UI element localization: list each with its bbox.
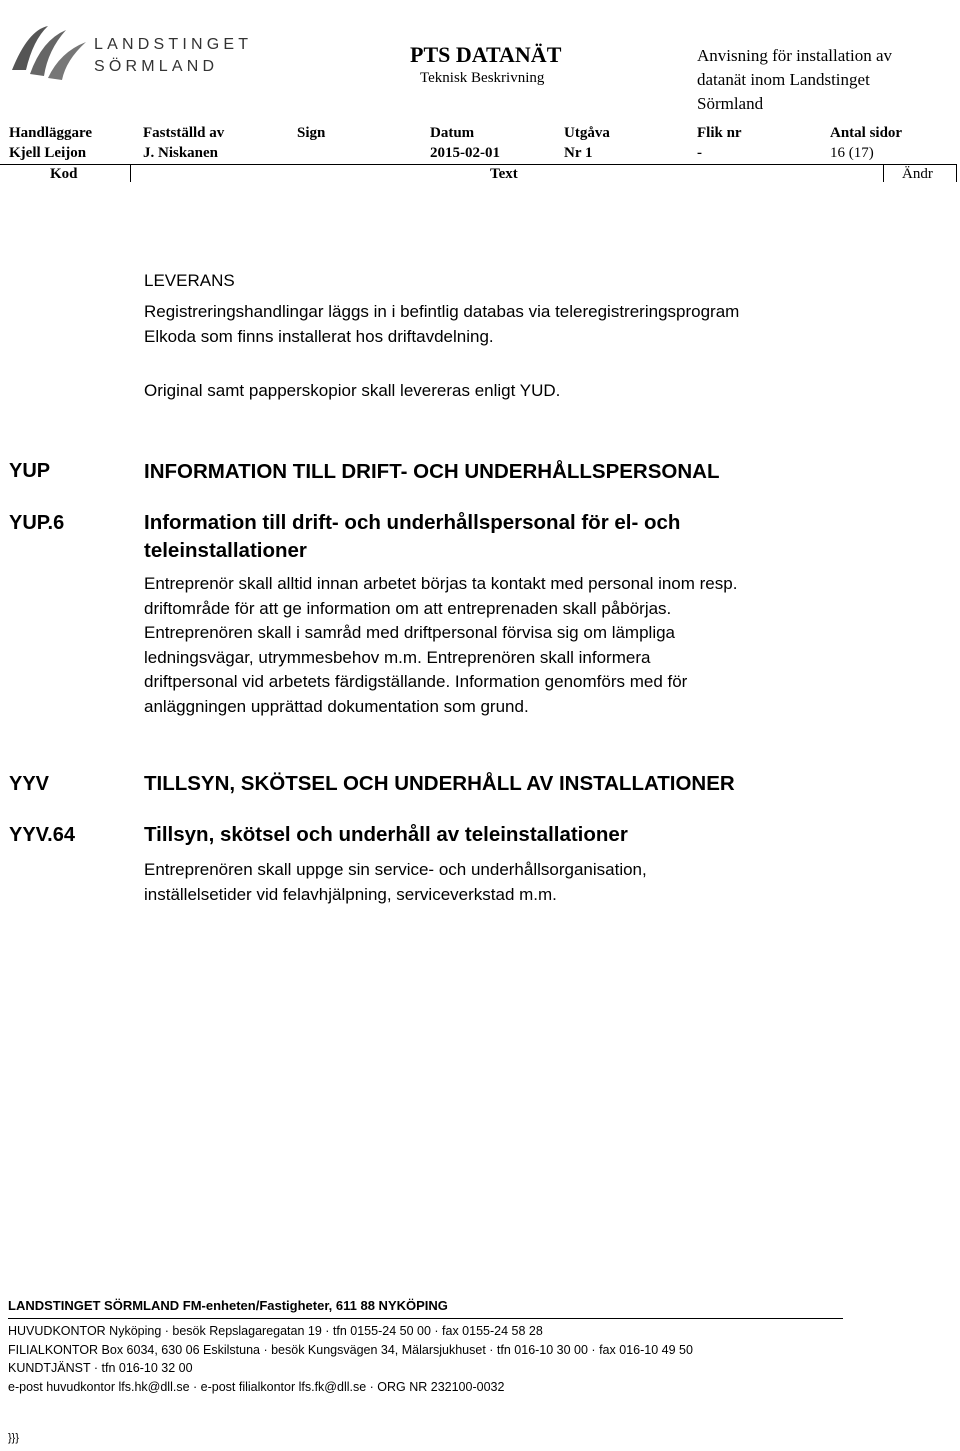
subsection-code: YYV.64 (9, 824, 75, 846)
body-line: driftpersonal vid arbetets färdigställande. Information genomförs med för (144, 672, 688, 691)
flik-label: Flik nr (697, 125, 742, 141)
column-andr: Ändr (902, 166, 933, 182)
body-line: Entreprenören skall i samråd med driftpersonal förvisa sig om lämpliga (144, 623, 676, 642)
body-line: Entreprenören skall uppge sin service- och underhållsorganisation, (144, 860, 647, 879)
footer-contact (8, 1322, 693, 1396)
body-line: anläggningen upprättad dokumentation som grund. (144, 696, 529, 716)
document-title: PTS DATANÄT (410, 42, 562, 67)
leverans-heading: LEVERANS (144, 271, 235, 290)
footer-divider (8, 1318, 843, 1319)
handlaggare-label: Handläggare (9, 125, 93, 141)
footer-line: KUNDTJÄNST · tfn 016-10 32 00 (8, 1361, 193, 1375)
antal-sidor-value: 16 (17) (830, 145, 874, 161)
divider (956, 164, 957, 182)
description-line: Sörmland (697, 94, 764, 113)
flik-value: - (697, 145, 702, 161)
subsection-heading (144, 509, 680, 565)
body-line: driftområde för att ge information om att entreprenaden skall påbörjas. (144, 598, 672, 618)
utgava-value: Nr 1 (564, 145, 593, 161)
datum-label: Datum (430, 125, 475, 141)
description-line: Anvisning för installation av (697, 46, 893, 65)
section-heading: TILLSYN, SKÖTSEL OCH UNDERHÅLL AV INSTALLATIONER (144, 772, 735, 795)
subsection-code: YUP.6 (9, 512, 65, 534)
sign-label: Sign (297, 125, 326, 141)
divider (0, 164, 957, 165)
faststalld-label: Fastställd av (143, 125, 225, 141)
paragraph-line: Registreringshandlingar läggs in i befintlig databas via teleregistreringsprogram (144, 302, 740, 321)
body-line: Entreprenör skall alltid innan arbetet börjas ta kontakt med personal inom resp. (144, 574, 738, 593)
datum-value: 2015-02-01 (430, 145, 500, 161)
subsection-body (144, 572, 737, 719)
paragraph-line: Elkoda som finns installerat hos driftavdelning. (144, 326, 494, 346)
divider (130, 164, 131, 182)
section-heading: INFORMATION TILL DRIFT- OCH UNDERHÅLLSPERSONAL (144, 460, 720, 483)
footer-code: }}} (8, 1432, 20, 1444)
column-text: Text (490, 166, 518, 182)
footer-line: e-post huvudkontor lfs.hk@dll.se · e-post filialkontor lfs.fk@dll.se · ORG NR 232100-0032 (8, 1379, 505, 1394)
logo-text-line2: SÖRMLAND (94, 58, 219, 75)
logo-text-line1: LANDSTINGET (94, 36, 253, 53)
description-line: datanät inom Landstinget (697, 70, 870, 89)
logo-mark-icon (8, 20, 90, 86)
antal-sidor-label: Antal sidor (830, 125, 903, 141)
footer-organization: LANDSTINGET SÖRMLAND FM-enheten/Fastigheter, 611 88 NYKÖPING (8, 1298, 448, 1313)
divider (883, 164, 884, 182)
heading-line: Information till drift- och underhållspersonal för el- och (144, 511, 681, 534)
heading-line: teleinstallationer (144, 539, 307, 562)
subsection-heading (144, 821, 628, 849)
body-line: inställelsetider vid felavhjälpning, serviceverkstad m.m. (144, 884, 557, 904)
section-code: YYV (9, 773, 50, 795)
footer-line: FILIALKONTOR Box 6034, 630 06 Eskilstuna · besök Kungsvägen 34, Mälarsjukhuset · tfn 016-10 30 00 · fax 016-10 49 50 (8, 1342, 693, 1357)
footer-line: HUVUDKONTOR Nyköping · besök Repslagaregatan 19 · tfn 0155-24 50 00 · fax 0155-24 58 28 (8, 1324, 543, 1338)
body-line: ledningsvägar, utrymmesbehov m.m. Entreprenören skall informera (144, 647, 651, 667)
leverans-paragraph-2: Original samt papperskopior skall levereras enligt YUD. (144, 381, 561, 400)
heading-line: Tillsyn, skötsel och underhåll av teleinstallationer (144, 823, 628, 846)
utgava-label: Utgåva (564, 125, 610, 141)
section-code: YUP (9, 460, 51, 482)
document-subtitle: Teknisk Beskrivning (420, 70, 545, 86)
subsection-body (144, 858, 647, 907)
faststalld-value: J. Niskanen (143, 145, 219, 161)
column-kod: Kod (50, 166, 78, 182)
document-description (697, 44, 957, 116)
leverans-paragraph (144, 300, 739, 349)
handlaggare-value: Kjell Leijon (9, 145, 87, 161)
